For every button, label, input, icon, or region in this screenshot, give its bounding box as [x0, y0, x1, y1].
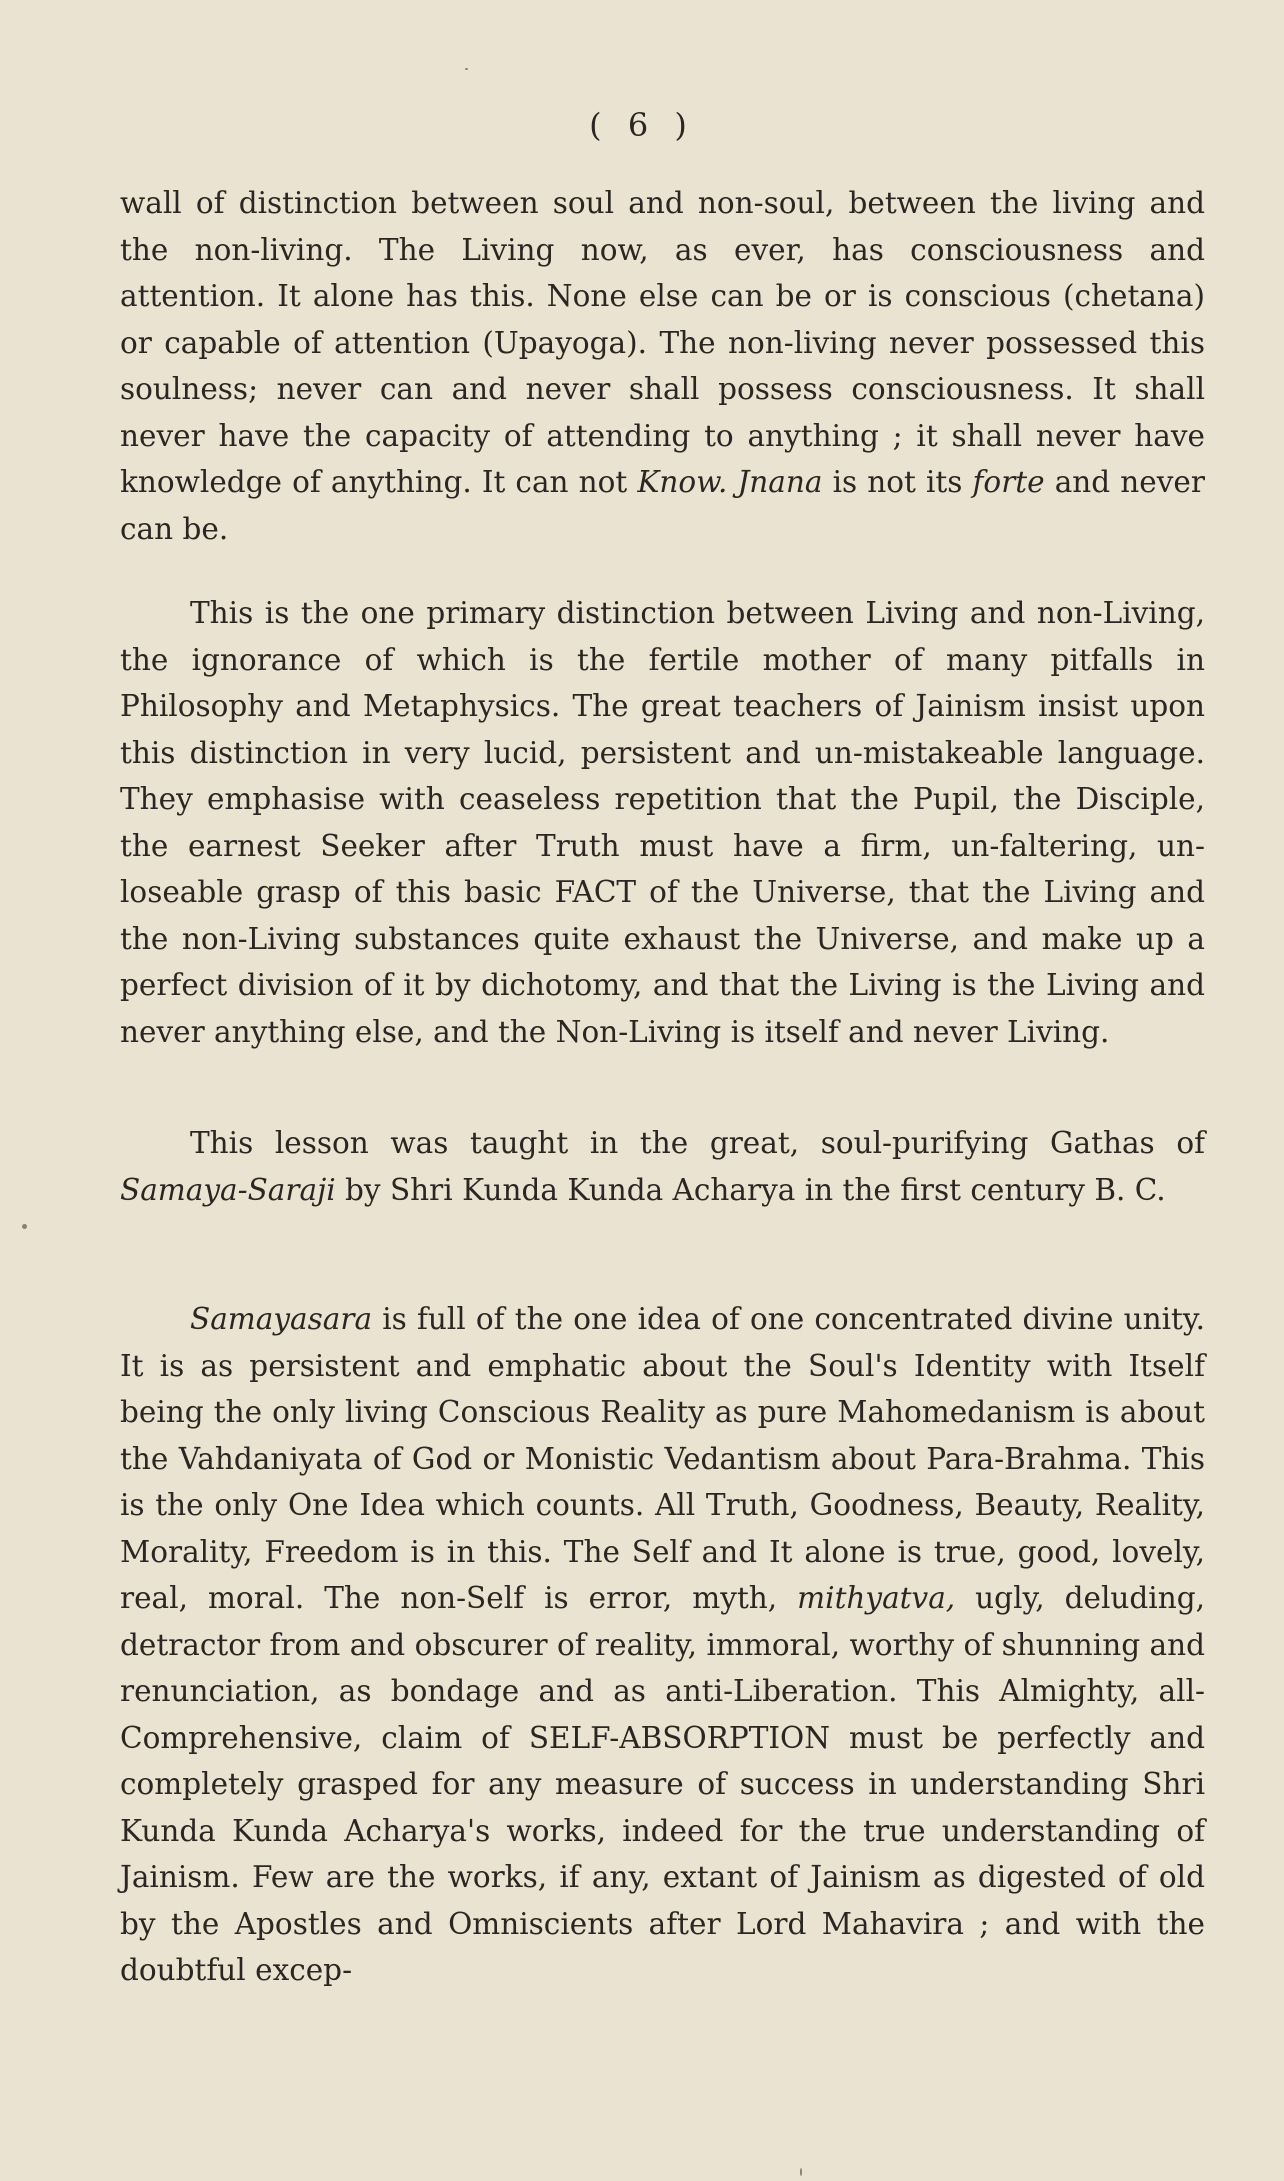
text-span	[727, 465, 737, 499]
italic-title-samaya-saraji: Samaya-Saraji	[120, 1172, 336, 1207]
text-span: by Shri Kunda Kunda Acharya in the first century B. C.	[335, 1172, 1166, 1207]
italic-term-mithyatva: mithyatva,	[797, 1581, 956, 1615]
italic-term-jnana: Jnana	[737, 465, 823, 499]
body-text	[120, 1120, 1205, 1213]
italic-term-forte: forte	[972, 465, 1045, 499]
text-span: wall of distinction between soul and non-soul, between the living and the non-living. The Living now, as ever, has consciousness and attention. It alone has this. None else can be or is conscious (chetana) or capable of attention (Upayoga). The non-living never possessed this soulness; never can and never shall possess consciousness. It shall never have the capacity of attending to anything ; it shall never have knowledge of anything. It can not	[120, 186, 1205, 499]
body-text	[120, 180, 1205, 552]
italic-term-know: Know.	[637, 465, 728, 499]
text-span: and never can be.	[120, 465, 1205, 546]
italic-title-samayasara: Samayasara	[190, 1302, 373, 1336]
text-span: This lesson was taught in the great, soul-purifying Gathas of	[190, 1126, 1205, 1160]
text-span: ugly, deluding, detractor from and obscurer of reality, immoral, worthy of shunning and renunciation, as bondage and as anti-Liberation. This Almighty, all-Comprehensive, claim of SELF-ABSORPTION must be perfectly and completely grasped for any measure of success in understanding Shri Kunda Kunda Acharya's works, indeed for the true understanding of Jainism. Few are the works, if any, extant of Jainism as digested of old by the Apostles and Omniscients after Lord Mahavira ; and with the doubtful excep-	[120, 1581, 1205, 1987]
text-span: is full of the one idea of one concentrated divine unity. It is as persistent and emphatic about the Soul's Identity with Itself being the only living Conscious Reality as pure Mahomedanism is about the Vahdaniyata of God or Monistic Vedantism about Para-Brahma. This is the only One Idea which counts. All Truth, Goodness, Beauty, Reality, Morality, Freedom is in this. The Self and It alone is true, good, lovely, real, moral. The non-Self is error, myth,	[120, 1302, 1205, 1615]
paper-speck	[465, 68, 468, 70]
page-number: ( 6 )	[589, 106, 695, 144]
paper-speck	[800, 2168, 802, 2176]
text-span: This is the one primary distinction between Living and non-Living, the ignorance of which is the fertile mother of many pitfalls in Philosophy and Metaphysics. The great teachers of Jainism insist upon this distinction in very lucid, persistent and un-mistakeable language. They emphasise with ceaseless repetition that the Pupil, the Disciple, the earnest Seeker after Truth must have a firm, un-faltering, un-loseable grasp of this basic FACT of the Universe, that the Living and the non-Living substances quite exhaust the Universe, and make up a perfect division of it by dichotomy, and that the Living is the Living and never anything else, and the Non-Living is itself and never Living.	[120, 596, 1205, 1049]
text-span: is not its	[822, 465, 973, 499]
body-text	[120, 1296, 1205, 1994]
paper-speck	[22, 1224, 27, 1229]
body-text	[120, 590, 1205, 1055]
paragraph-4	[120, 1296, 1205, 1994]
paragraph-3	[120, 1120, 1205, 1213]
paragraph-1	[120, 180, 1205, 552]
paragraph-2	[120, 590, 1205, 1055]
